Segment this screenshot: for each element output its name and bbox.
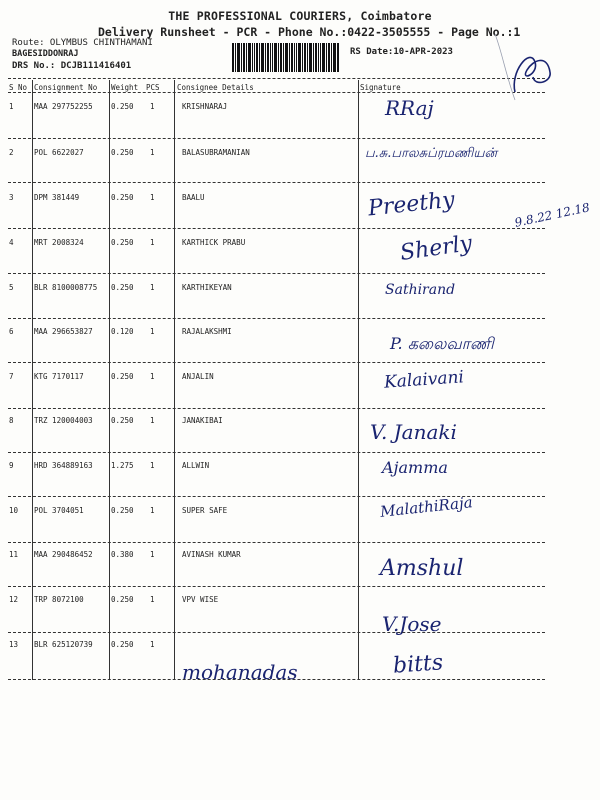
col-consignment-header: Consignment No (34, 83, 98, 92)
row-pcs: 1 (150, 372, 155, 381)
row-signature: bitts (392, 650, 444, 679)
row-signature: ப.சு.பாலசுப்ரமணியன் (365, 146, 498, 161)
row-weight: 0.250 (111, 506, 134, 515)
col-consignee-header: Consignee Details (177, 83, 254, 92)
row-signature: RRaj (385, 96, 434, 120)
row-divider (8, 273, 545, 274)
row-consignee: KARTHICK PRABU (182, 238, 246, 247)
row-consignee: KRISHNARAJ (182, 102, 228, 111)
header-bottom-rule (8, 92, 545, 93)
row-signature: Amshul (380, 556, 464, 581)
col-divider (174, 80, 175, 680)
row-sno: 10 (9, 506, 19, 515)
row-signature: Sathirand (385, 282, 456, 298)
row-divider (8, 586, 545, 587)
row-weight: 0.250 (111, 416, 134, 425)
rs-date: RS Date:10-APR-2023 (350, 47, 453, 57)
row-pcs: 1 (150, 327, 155, 336)
row-weight: 0.250 (111, 193, 134, 202)
row-divider (8, 632, 545, 633)
row-signature: Kalaivani (383, 367, 465, 393)
row-divider (8, 182, 545, 183)
row-sno: 1 (9, 102, 14, 111)
row-consignment-no: DPM 381449 (34, 193, 80, 202)
row-consignment-no: BLR 8100008775 (34, 283, 98, 292)
row-pcs: 1 (150, 461, 155, 470)
row-pcs: 1 (150, 283, 155, 292)
col-divider (109, 80, 110, 680)
row-sno: 7 (9, 372, 14, 381)
col-weight-header: Weight (111, 83, 139, 92)
col-sno-header: S No (9, 83, 28, 92)
row-consignment-no: POL 3704051 (34, 506, 84, 515)
row-sno: 3 (9, 193, 14, 202)
row-pcs: 1 (150, 148, 155, 157)
row-pcs: 1 (150, 550, 155, 559)
row-pcs: 1 (150, 102, 155, 111)
row-divider (8, 138, 545, 139)
row-weight: 1.275 (111, 461, 134, 470)
col-pcs-header: PCS (146, 83, 160, 92)
row-divider (8, 228, 545, 229)
row-weight: 0.120 (111, 327, 134, 336)
row-weight: 0.250 (111, 102, 134, 111)
executive-name: BAGESIDDONRAJ (12, 49, 79, 59)
row-sno: 11 (9, 550, 19, 559)
row-pcs: 1 (150, 640, 155, 649)
col-divider (32, 80, 33, 680)
row-weight: 0.250 (111, 595, 134, 604)
row-weight: 0.250 (111, 148, 134, 157)
row-consignment-no: BLR 625120739 (34, 640, 93, 649)
drs-number: DRS No.: DCJB111416401 (12, 61, 132, 71)
row-divider (8, 318, 545, 319)
row-consignee: JANAKIBAI (182, 416, 223, 425)
row-consignment-no: MRT 2008324 (34, 238, 84, 247)
row-consignment-no: MAA 296653827 (34, 327, 93, 336)
row-signature: V.Jose (382, 612, 442, 636)
row-sno: 12 (9, 595, 19, 604)
row-divider (8, 408, 545, 409)
row-weight: 0.250 (111, 283, 134, 292)
row-signature: Ajamma (382, 458, 448, 477)
row-weight: 0.380 (111, 550, 134, 559)
row-divider (8, 452, 545, 453)
row-pcs: 1 (150, 193, 155, 202)
row-consignment-no: MAA 297752255 (34, 102, 93, 111)
table-bottom-rule (8, 679, 545, 680)
company-title: THE PROFESSIONAL COURIERS, Coimbatore (168, 9, 432, 23)
row-signature: V. Janaki (370, 420, 457, 444)
row-weight: 0.250 (111, 238, 134, 247)
footer-signature: mohanadas (182, 660, 298, 684)
route-label: Route: OLYMBUS CHINTHAMANI (12, 38, 153, 48)
row-consignee: BAALU (182, 193, 205, 202)
row-consignee: AVINASH KUMAR (182, 550, 241, 559)
header-top-rule (8, 78, 545, 79)
row-sno: 9 (9, 461, 14, 470)
row-consignee: ALLWIN (182, 461, 210, 470)
row-divider (8, 362, 545, 363)
ink-stroke-icon (490, 32, 535, 102)
row-divider (8, 542, 545, 543)
row-sno: 6 (9, 327, 14, 336)
row-sno: 8 (9, 416, 14, 425)
row-consignee: SUPER SAFE (182, 506, 228, 515)
row-consignment-no: TRZ 120004003 (34, 416, 93, 425)
row-signature: Preethy (366, 187, 456, 222)
col-divider (358, 80, 359, 680)
row-consignment-no: POL 6622027 (34, 148, 84, 157)
row-consignee: BALASUBRAMANIAN (182, 148, 250, 157)
row-sno: 13 (9, 640, 19, 649)
row-consignee: VPV WISE (182, 595, 219, 604)
row-consignee: ANJALIN (182, 372, 214, 381)
margin-note: 9.8.22 12.18 (513, 200, 591, 230)
row-signature: P. கலைவாணி (390, 334, 494, 353)
row-consignee: KARTHIKEYAN (182, 283, 232, 292)
row-consignment-no: KTG 7170117 (34, 372, 84, 381)
row-signature: MalathiRaja (379, 493, 474, 521)
row-weight: 0.250 (111, 640, 134, 649)
row-consignment-no: MAA 290486452 (34, 550, 93, 559)
row-pcs: 1 (150, 506, 155, 515)
row-sno: 5 (9, 283, 14, 292)
row-pcs: 1 (150, 416, 155, 425)
row-pcs: 1 (150, 595, 155, 604)
barcode-image (232, 43, 340, 72)
runsheet-title: Delivery Runsheet - PCR - Phone No.:0422-3505555 - Page No.:1 (98, 25, 521, 39)
row-sno: 2 (9, 148, 14, 157)
row-weight: 0.250 (111, 372, 134, 381)
row-consignment-no: TRP 8072100 (34, 595, 84, 604)
col-signature-header: Signature (360, 83, 401, 92)
row-signature: Sherly (398, 231, 474, 266)
row-pcs: 1 (150, 238, 155, 247)
row-sno: 4 (9, 238, 14, 247)
row-consignee: RAJALAKSHMI (182, 327, 232, 336)
row-consignment-no: HRD 364889163 (34, 461, 93, 470)
